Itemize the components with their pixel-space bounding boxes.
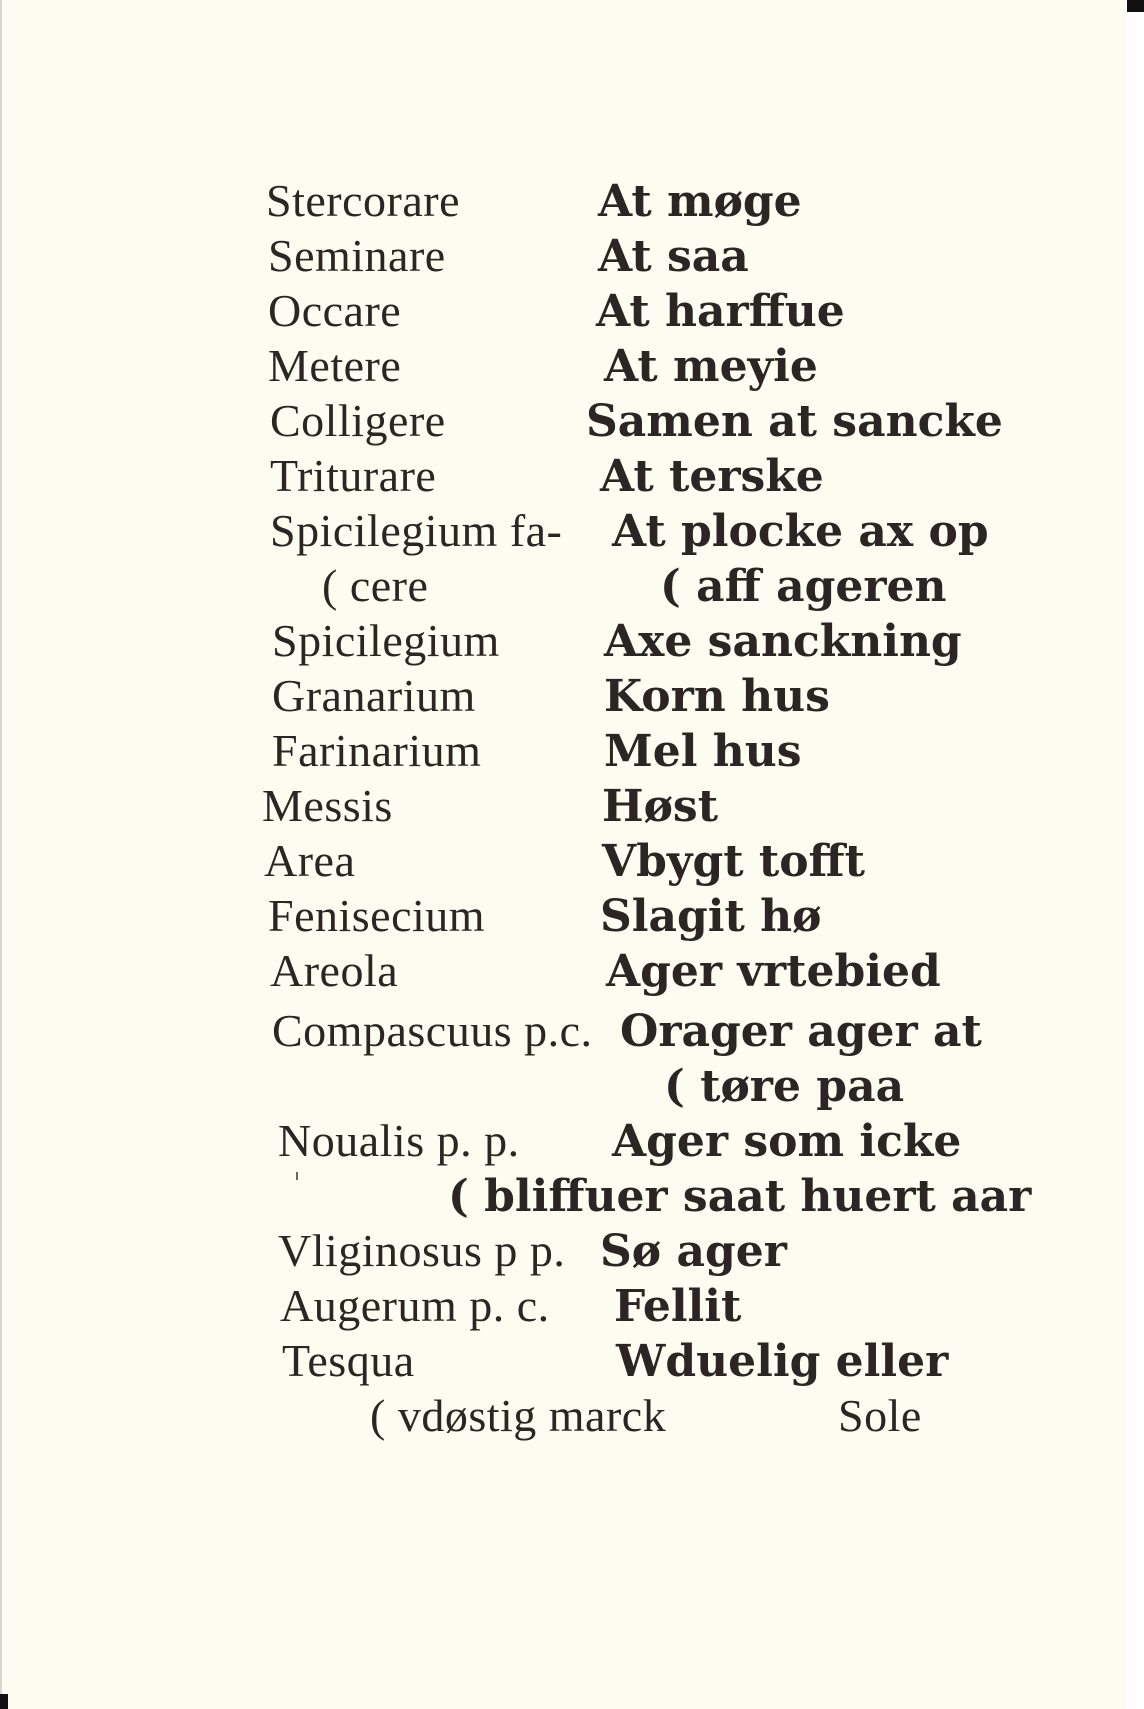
danish-term: Ager som icke bbox=[612, 1116, 962, 1167]
danish-term: Wduelig eller bbox=[616, 1336, 949, 1387]
latin-term: Spicilegium bbox=[272, 615, 500, 666]
danish-term: Sole bbox=[838, 1390, 922, 1441]
danish-term: At meyie bbox=[604, 341, 818, 392]
latin-term: Spicilegium fa- bbox=[270, 505, 563, 556]
danish-term: Orager ager at bbox=[620, 1006, 982, 1057]
latin-term: Compascuus p.c. bbox=[272, 1005, 593, 1056]
latin-term: Stercorare bbox=[266, 175, 460, 226]
danish-term: Samen at sancke bbox=[586, 396, 1003, 447]
latin-term: Vliginosus p p. bbox=[278, 1225, 566, 1276]
danish-term: Fellit bbox=[614, 1281, 742, 1332]
latin-term: Noualis p. p. bbox=[278, 1115, 520, 1166]
latin-term: Occare bbox=[268, 285, 402, 336]
danish-term: Ager vrtebied bbox=[606, 946, 941, 997]
latin-term: Colligere bbox=[270, 395, 446, 446]
danish-term: ( bliffuer saat huert aar bbox=[448, 1171, 1032, 1222]
latin-term: Messis bbox=[262, 780, 393, 831]
latin-term: ( vdøstig marck bbox=[370, 1390, 667, 1441]
danish-term: Vbygt tofft bbox=[602, 836, 865, 887]
scan-corner-mark bbox=[1127, 0, 1144, 12]
danish-term: At harffue bbox=[596, 286, 845, 337]
scan-corner-mark bbox=[0, 1694, 8, 1709]
latin-term: Areola bbox=[270, 945, 399, 996]
latin-term: ( cere bbox=[322, 560, 429, 611]
scan-edge-shadow bbox=[0, 0, 2, 1709]
danish-term: Mel hus bbox=[604, 726, 802, 777]
danish-term: Axe sanckning bbox=[604, 616, 962, 667]
danish-term: At terske bbox=[600, 451, 824, 502]
ink-speck bbox=[296, 1172, 298, 1180]
latin-term: Fenisecium bbox=[268, 890, 486, 941]
latin-term: Area bbox=[264, 835, 356, 886]
latin-term: Tesqua bbox=[282, 1335, 415, 1386]
danish-term: At plocke ax op bbox=[612, 506, 989, 557]
latin-term: Seminare bbox=[268, 230, 446, 281]
latin-term: Metere bbox=[268, 340, 402, 391]
danish-term: At møge bbox=[598, 176, 802, 227]
danish-term: Slagit hø bbox=[600, 891, 822, 942]
scanned-page bbox=[4, 0, 1126, 1709]
latin-term: Granarium bbox=[272, 670, 476, 721]
latin-term: Augerum p. c. bbox=[280, 1280, 550, 1331]
latin-term: Triturare bbox=[270, 450, 437, 501]
danish-term: ( aff ageren bbox=[660, 561, 947, 612]
danish-term: ( tøre paa bbox=[664, 1061, 905, 1112]
danish-term: Høst bbox=[602, 781, 719, 832]
latin-term: Farinarium bbox=[272, 725, 482, 776]
danish-term: Korn hus bbox=[604, 671, 830, 722]
danish-term: At saa bbox=[598, 231, 749, 282]
danish-term: Sø ager bbox=[600, 1226, 787, 1277]
